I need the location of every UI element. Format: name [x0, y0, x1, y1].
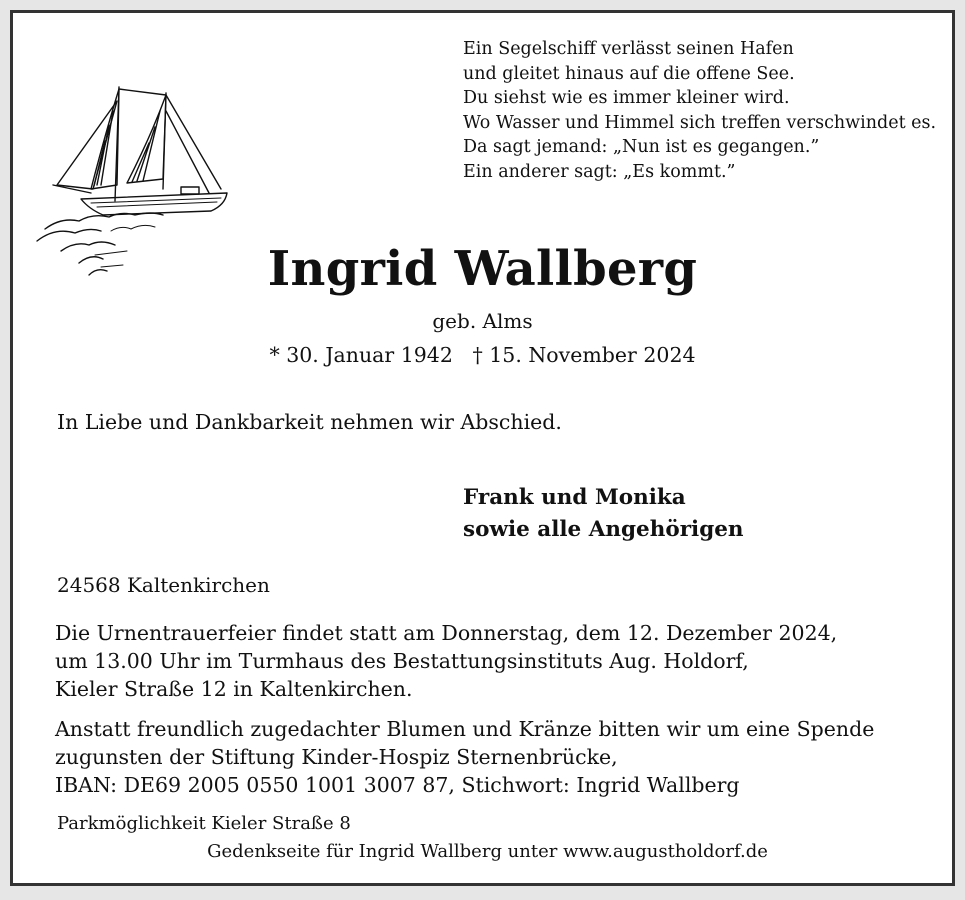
farewell-text: In Liebe und Dankbarkeit nehmen wir Abschied.	[57, 410, 562, 434]
donation-info	[55, 715, 874, 799]
ceremony-info	[55, 619, 837, 703]
signature-line: sowie alle Angehörigen	[463, 517, 744, 542]
donation-line: Anstatt freundlich zugedachter Blumen und Kränze bitten wir um eine Spende	[55, 717, 875, 741]
poem-line: Ein anderer sagt: „Es kommt.”	[463, 161, 736, 182]
parking-info: Parkmöglichkeit Kieler Straße 8	[57, 813, 351, 834]
poem-line: und gleitet hinaus auf die offene See.	[463, 63, 795, 84]
city: 24568 Kaltenkirchen	[57, 573, 270, 597]
donation-line: zugunsten der Stiftung Kinder-Hospiz Sternenbrücke,	[55, 745, 618, 769]
poem-line: Wo Wasser und Himmel sich treffen verschwindet es.	[463, 112, 937, 133]
ceremony-line: Die Urnentrauerfeier findet statt am Donnerstag, dem 12. Dezember 2024,	[55, 621, 838, 645]
deceased-name: Ingrid Wallberg	[267, 241, 698, 297]
ceremony-line: um 13.00 Uhr im Turmhaus des Bestattungsinstituts Aug. Holdorf,	[55, 649, 749, 673]
poem-line: Da sagt jemand: „Nun ist es gegangen.”	[463, 137, 820, 157]
poem-line: Du siehst wie es immer kleiner wird.	[463, 88, 790, 108]
donation-line: IBAN: DE69 2005 0550 1001 3007 87, Stichwort: Ingrid Wallberg	[55, 773, 740, 797]
death-date: † 15. November 2024	[472, 343, 696, 367]
signatures	[463, 482, 744, 546]
memorial-page-info: Gedenkseite für Ingrid Wallberg unter www.augustholdorf.de	[207, 841, 768, 862]
obituary-notice	[10, 10, 955, 886]
poem-line: Ein Segelschiff verlässt seinen Hafen	[463, 39, 794, 59]
poem	[463, 37, 936, 184]
signature-line: Frank und Monika	[463, 485, 686, 510]
life-dates	[13, 343, 952, 367]
birth-date: * 30. Januar 1942	[269, 343, 453, 367]
birth-name: geb. Alms	[432, 309, 533, 333]
ceremony-line: Kieler Straße 12 in Kaltenkirchen.	[55, 677, 413, 701]
